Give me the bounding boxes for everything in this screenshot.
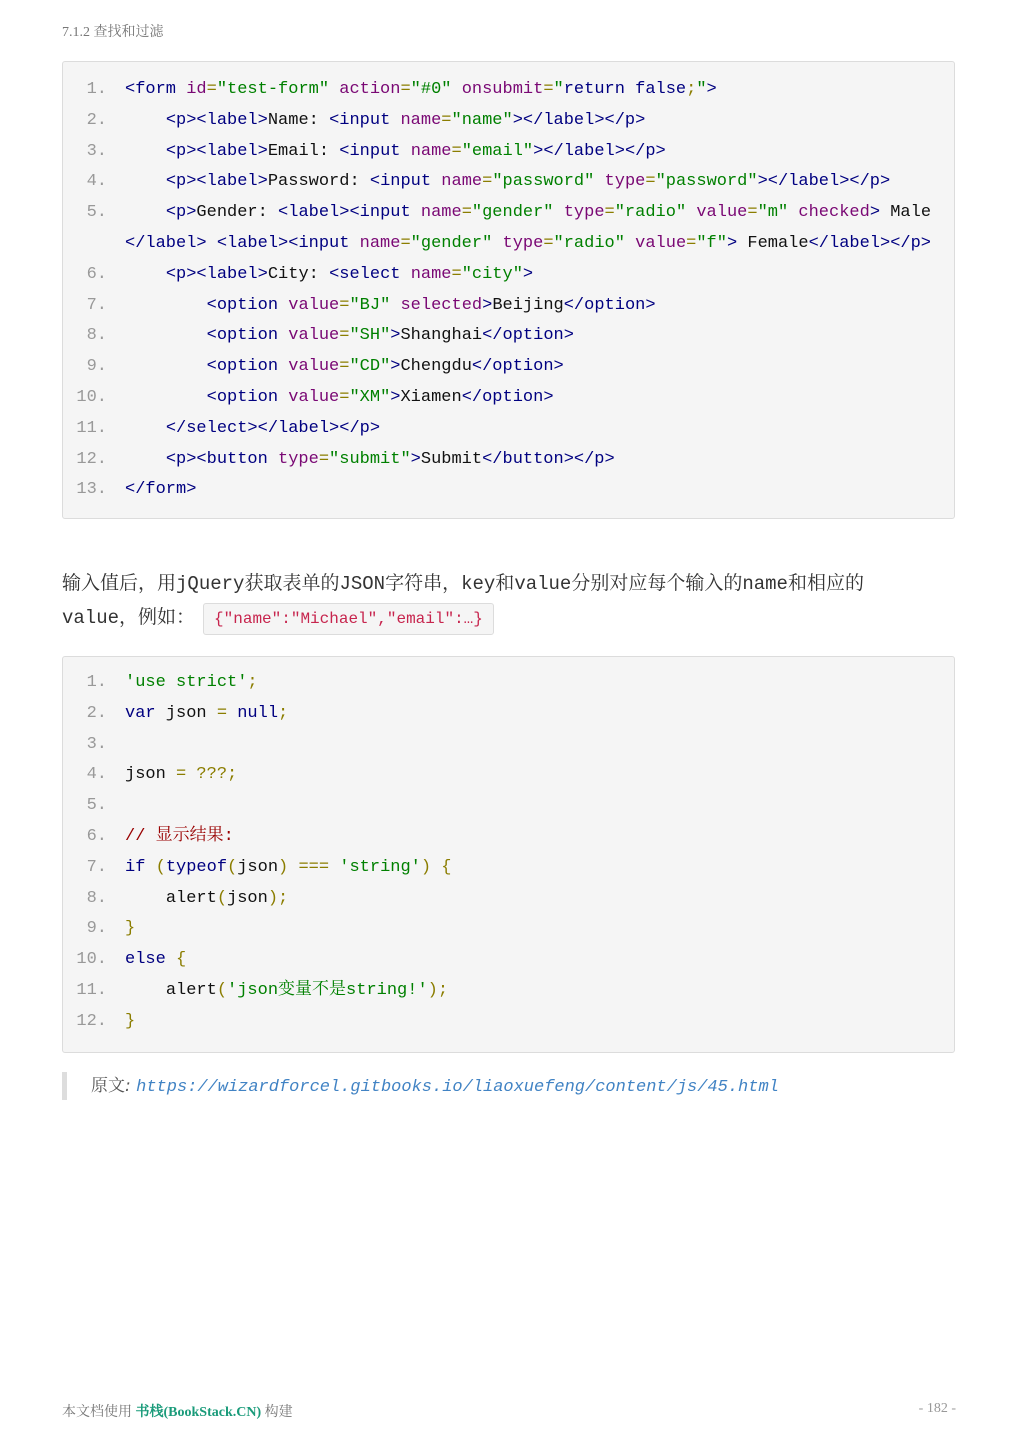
code-line	[63, 352, 954, 383]
code-token: >	[390, 387, 401, 407]
line-number: 7.	[86, 857, 107, 877]
line-number: 13.	[76, 480, 107, 500]
code-token: <option	[206, 295, 289, 315]
code-token: Submit	[420, 449, 483, 469]
para-text-2: 获取表单的	[244, 572, 340, 594]
code-block-html-form	[62, 61, 955, 519]
line-number: 8.	[86, 326, 107, 346]
para-code-jquery: jQuery	[176, 573, 245, 595]
code-token: ???;	[196, 765, 238, 785]
code-token: 'string'	[339, 857, 421, 877]
code-token: ===	[298, 857, 330, 877]
code-token: ></label></p>	[533, 141, 666, 161]
code-token: )	[278, 857, 289, 877]
code-token: =	[747, 203, 758, 223]
code-token	[390, 296, 400, 315]
line-number: 6.	[86, 264, 107, 284]
code-token	[788, 203, 798, 222]
code-token	[125, 388, 207, 407]
code-token: =	[216, 703, 228, 723]
code-token: ></label></p>	[512, 110, 646, 130]
code-token: "password"	[655, 172, 758, 192]
code-token: Female	[737, 233, 809, 253]
code-token: ;	[686, 80, 697, 99]
code-token: >	[726, 233, 738, 253]
code-token: type	[278, 449, 319, 469]
line-number: 6.	[86, 826, 107, 846]
code-token: >	[410, 449, 421, 469]
code-token: "radio"	[553, 233, 625, 253]
code-token: "email"	[461, 141, 534, 161]
code-token: <p><label>	[165, 110, 268, 130]
code-token: type	[563, 203, 605, 223]
code-token: </label></p>	[808, 233, 932, 253]
para-code-value: value	[514, 573, 572, 595]
code-token: selected	[400, 295, 483, 315]
footer-brand-link[interactable]: 书栈(BookStack.CN)	[135, 1405, 262, 1420]
code-line	[63, 699, 954, 730]
code-token: (	[216, 888, 228, 908]
code-token: <p><button	[165, 449, 279, 469]
line-number: 5.	[86, 203, 107, 223]
code-token: <option	[206, 326, 289, 346]
code-token: =	[482, 172, 493, 192]
source-colon: :	[125, 1076, 137, 1096]
code-token	[492, 234, 502, 253]
code-token: name	[400, 110, 442, 130]
line-number: 1.	[86, 80, 107, 99]
code-token: </option>	[482, 326, 574, 346]
code-token	[125, 265, 166, 284]
para-code-json: JSON	[339, 573, 386, 595]
para-code-value-2: value	[62, 607, 120, 629]
code-token: "password"	[492, 172, 595, 192]
para-text-7: ，例如：	[119, 606, 196, 628]
code-token: );	[267, 888, 289, 908]
code-line	[63, 321, 954, 352]
code-token: return false	[563, 80, 687, 99]
code-token: "m"	[757, 203, 789, 223]
code-token: if	[125, 857, 146, 877]
code-token: </label>	[125, 233, 207, 253]
code-token: =	[604, 203, 615, 223]
code-token: name	[420, 203, 462, 223]
code-line	[63, 791, 954, 822]
code-token: "BJ"	[349, 295, 391, 315]
code-token: value	[288, 326, 340, 346]
code-token: json	[227, 888, 268, 908]
code-token: "f"	[696, 233, 727, 253]
code-token: Chengdu	[400, 357, 472, 377]
code-token: json	[155, 703, 217, 723]
code-token: }	[125, 919, 136, 939]
para-code-name: name	[742, 573, 788, 595]
code-token: <p><label>	[165, 264, 268, 284]
code-token: =	[206, 80, 217, 99]
line-number: 3.	[86, 734, 107, 754]
code-token: )	[420, 857, 432, 877]
code-token: var	[125, 703, 156, 723]
code-token: "city"	[461, 264, 523, 284]
code-token: </option>	[471, 357, 564, 377]
code-token: "gender"	[410, 233, 493, 253]
code-token	[329, 858, 339, 877]
code-token: "	[553, 80, 564, 99]
code-token: Name:	[267, 110, 330, 130]
code-token: type	[604, 172, 646, 192]
inline-code-example: {"name":"Michael","email":…}	[203, 603, 494, 635]
code-token: typeof	[165, 857, 228, 877]
code-token: </button></p>	[482, 449, 615, 469]
running-header: 7.1.2 查找和过滤	[62, 25, 164, 40]
para-text-3: 字符串，	[385, 572, 462, 594]
code-token: value	[635, 233, 687, 253]
code-token: <p><label>	[165, 172, 268, 192]
code-token: name	[410, 141, 452, 161]
code-token: (	[216, 980, 228, 1000]
code-token: Beijing	[492, 295, 564, 315]
source-label: 原文	[91, 1076, 125, 1096]
code-token: <label><input	[278, 203, 421, 223]
code-token: "SH"	[349, 326, 391, 346]
para-text-4: 和	[495, 572, 515, 594]
code-token: value	[288, 357, 340, 377]
code-token: id	[186, 80, 207, 99]
code-token	[686, 203, 696, 222]
code-line	[63, 914, 954, 945]
code-line	[63, 137, 954, 168]
code-token: value	[696, 203, 748, 223]
code-token: >	[869, 203, 881, 223]
code-token: Password:	[267, 172, 370, 192]
code-token: =	[461, 203, 472, 223]
code-token: alert	[125, 888, 217, 908]
code-token: >	[522, 264, 534, 284]
code-token: >	[706, 80, 717, 99]
line-number: 11.	[76, 980, 107, 1000]
code-line	[63, 760, 954, 791]
line-number: 9.	[86, 357, 107, 377]
code-token	[166, 950, 176, 969]
code-token: =	[400, 80, 411, 99]
code-token	[625, 234, 635, 253]
code-line	[63, 445, 954, 476]
code-token: =	[686, 233, 697, 253]
code-token: "	[696, 80, 707, 99]
code-token: json	[125, 765, 177, 785]
code-token: type	[502, 233, 544, 253]
line-number: 8.	[86, 888, 107, 908]
code-line	[63, 383, 954, 414]
footer-credit	[62, 1401, 293, 1421]
code-token: <label><input	[216, 233, 360, 253]
code-line	[63, 945, 954, 976]
page-number: - 182 -	[918, 1401, 956, 1416]
code-token: </select></label></p>	[165, 418, 381, 438]
line-number: 4.	[86, 172, 107, 192]
line-number: 10.	[76, 387, 107, 407]
code-token	[145, 858, 155, 877]
code-token: alert	[125, 980, 217, 1000]
code-token: {	[176, 950, 187, 970]
code-token: =	[339, 357, 350, 377]
code-line	[63, 198, 954, 260]
code-token: else	[125, 950, 166, 970]
code-token: <option	[206, 387, 289, 407]
code-token: Male	[880, 203, 932, 223]
code-token: (	[155, 857, 166, 877]
code-token: ></label></p>	[757, 172, 891, 192]
line-number: 11.	[76, 418, 107, 438]
line-number: 10.	[76, 950, 107, 970]
code-token: </form>	[125, 480, 197, 500]
code-line	[63, 822, 954, 853]
code-token: 'use strict'	[125, 673, 248, 692]
code-line	[63, 167, 954, 198]
code-line	[63, 475, 954, 506]
code-token	[227, 704, 237, 723]
line-number: 4.	[86, 765, 107, 785]
code-token: value	[288, 295, 340, 315]
code-token: =	[400, 233, 411, 253]
code-token: =	[543, 233, 554, 253]
code-token: }	[125, 1011, 136, 1031]
code-token: Shanghai	[400, 326, 483, 346]
code-token	[451, 80, 461, 99]
code-token: <option	[206, 357, 289, 377]
code-token	[431, 858, 441, 877]
para-code-key: key	[461, 573, 496, 595]
code-token: </option>	[461, 387, 554, 407]
code-token	[125, 111, 166, 130]
code-token: ;	[278, 703, 289, 723]
source-link[interactable]: https://wizardforcel.gitbooks.io/liaoxuefeng/content/js/45.html	[136, 1078, 779, 1097]
code-token: <input	[339, 141, 411, 161]
line-number: 2.	[86, 703, 107, 723]
code-token	[125, 172, 166, 191]
code-token: >	[390, 326, 401, 346]
code-line	[63, 414, 954, 445]
code-token: onsubmit	[461, 80, 544, 99]
code-token	[288, 858, 298, 877]
code-token	[329, 80, 339, 99]
code-token: {	[441, 857, 452, 877]
code-line	[63, 75, 954, 106]
para-text-6: 和相应的	[787, 572, 864, 594]
line-number: 12.	[76, 449, 107, 469]
code-token: "XM"	[349, 387, 391, 407]
line-number: 5.	[86, 796, 107, 816]
code-token: );	[427, 980, 449, 1000]
code-line	[63, 884, 954, 915]
code-token: =	[339, 387, 350, 407]
code-token: "radio"	[614, 203, 687, 223]
code-token: >	[482, 295, 493, 315]
code-token: <p>	[165, 203, 197, 223]
para-text-5: 分别对应每个输入的	[571, 572, 743, 594]
code-token: =	[543, 80, 554, 99]
description-paragraph	[62, 567, 955, 635]
source-blockquote	[62, 1072, 779, 1100]
code-line	[63, 260, 954, 291]
code-token: <input	[369, 172, 442, 192]
footer-suffix: 构建	[261, 1405, 293, 1420]
line-number: 1.	[86, 673, 107, 692]
code-token: Email:	[267, 141, 340, 161]
code-line	[63, 106, 954, 137]
code-token: =	[339, 295, 350, 315]
code-token: "CD"	[349, 357, 391, 377]
code-token: 'json变量不是string!'	[227, 980, 428, 1000]
code-token: "submit"	[329, 449, 411, 469]
code-line	[63, 1007, 954, 1038]
code-token	[125, 419, 166, 438]
code-token	[554, 203, 564, 222]
code-token: <select	[329, 264, 411, 284]
code-token: value	[288, 387, 340, 407]
code-token: Xiamen	[400, 387, 462, 407]
line-number: 7.	[86, 295, 107, 315]
code-token: name	[410, 264, 452, 284]
code-token: ;	[247, 673, 258, 692]
code-token	[125, 326, 207, 345]
code-token	[594, 172, 604, 191]
code-token: <form	[125, 80, 187, 99]
line-number: 2.	[86, 110, 107, 130]
line-number: 9.	[86, 919, 107, 939]
code-token	[125, 357, 207, 376]
code-token	[207, 234, 217, 253]
code-token: =	[339, 326, 350, 346]
code-token	[125, 296, 207, 315]
code-token: <p><label>	[165, 141, 268, 161]
code-line	[63, 976, 954, 1007]
code-token	[186, 765, 196, 784]
code-token: action	[339, 80, 401, 99]
code-token: "name"	[451, 110, 513, 130]
footer-prefix: 本文档使用	[62, 1405, 136, 1420]
line-number: 3.	[86, 141, 107, 161]
code-token	[125, 450, 166, 469]
code-line	[63, 730, 954, 761]
code-token: =	[451, 264, 462, 284]
code-token: >	[390, 357, 401, 377]
para-text-1: 输入值后，用	[62, 572, 177, 594]
code-token: name	[441, 172, 483, 192]
code-token: <input	[329, 110, 401, 130]
code-token: "#0"	[410, 80, 452, 99]
code-block-javascript	[62, 656, 955, 1053]
code-token: Gender:	[196, 203, 279, 223]
code-token: </option>	[563, 295, 656, 315]
code-line	[63, 853, 954, 884]
code-token: checked	[798, 203, 870, 223]
code-token: // 显示结果:	[125, 826, 234, 846]
code-token	[125, 142, 166, 161]
code-token: json	[237, 857, 279, 877]
code-token: City:	[267, 264, 330, 284]
code-token: "test-form"	[216, 80, 330, 99]
code-line	[63, 291, 954, 322]
code-token: name	[359, 233, 401, 253]
code-token: =	[441, 110, 452, 130]
code-token: =	[176, 765, 187, 785]
line-number: 12.	[76, 1011, 107, 1031]
code-line	[63, 668, 954, 699]
code-token: (	[227, 857, 238, 877]
code-token: =	[318, 449, 330, 469]
code-token: "gender"	[471, 203, 554, 223]
code-token	[125, 203, 166, 222]
code-token: null	[237, 703, 279, 723]
code-token: =	[645, 172, 656, 192]
code-token: =	[451, 141, 462, 161]
